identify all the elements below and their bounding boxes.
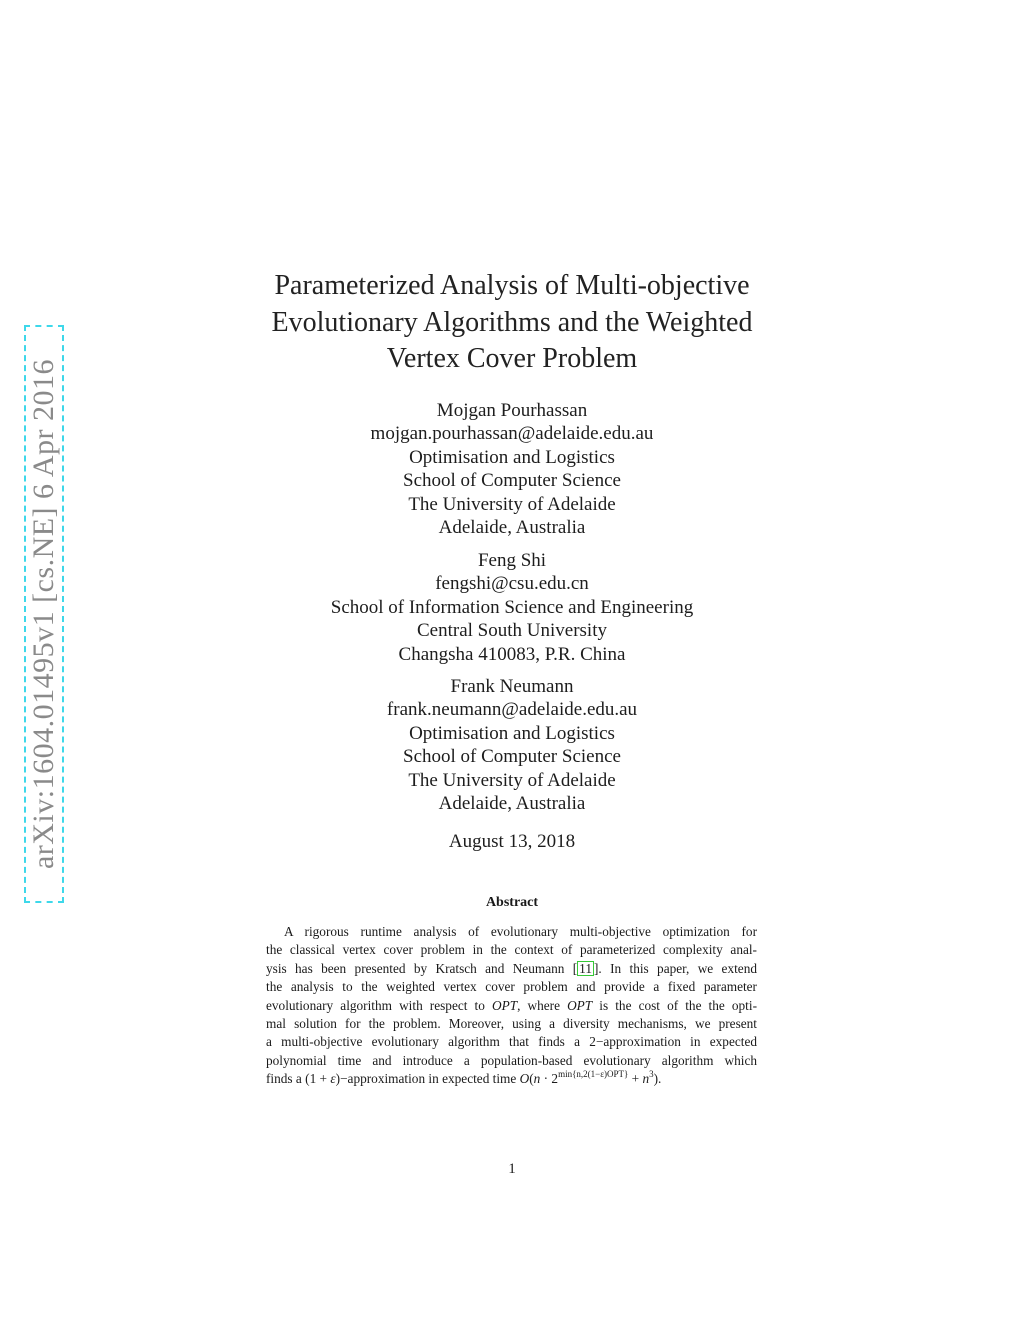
page-number: 1	[508, 1161, 516, 1177]
title-line: Evolutionary Algorithms and the Weighted	[271, 306, 753, 338]
abstract-line	[266, 997, 757, 1015]
citation-link[interactable]: 11	[579, 960, 592, 976]
abstract-text: is the cost of the the opti-	[592, 997, 757, 1013]
author-affiliation: Central South University	[417, 620, 607, 642]
math-n: n	[642, 1071, 650, 1087]
math-epsilon: ε	[330, 1071, 336, 1087]
abstract-line: the classical vertex cover problem in the context of parameterized complexity anal-	[266, 942, 757, 958]
abstract-line: polynomial time and introduce a population-based evolutionary algorithm which	[266, 1052, 757, 1068]
author-name: Feng Shi	[477, 550, 547, 571]
author-affiliation: Adelaide, Australia	[438, 517, 586, 539]
abstract-line: mal solution for the problem. Moreover, using a diversity mechanisms, we present	[266, 1015, 757, 1031]
author-affiliation: School of Computer Science	[403, 746, 621, 768]
author-block	[230, 549, 794, 666]
author-email[interactable]: fengshi@csu.edu.cn	[435, 573, 589, 595]
author-affiliation: Adelaide, Australia	[438, 793, 586, 815]
abstract-text: ]. In this paper, we extend	[593, 960, 757, 976]
author-email[interactable]: frank.neumann@adelaide.edu.au	[386, 699, 638, 721]
author-email[interactable]: mojgan.pourhassan@adelaide.edu.au	[370, 423, 654, 445]
author-block	[230, 399, 794, 539]
title-line: Parameterized Analysis of Multi-objective	[274, 270, 750, 301]
paper-title	[230, 268, 794, 378]
math-opt: OPT	[567, 997, 593, 1013]
math-big-o: O	[519, 1071, 530, 1087]
paper-date: August 13, 2018	[448, 831, 576, 852]
math-text: · 2	[540, 1071, 559, 1087]
arxiv-stamp[interactable]	[24, 325, 64, 903]
abstract-text: )−approximation in expected time	[335, 1071, 520, 1087]
author-affiliation: The University of Adelaide	[408, 493, 616, 515]
math-text: +	[628, 1071, 643, 1087]
author-affiliation: Optimisation and Logistics	[409, 446, 615, 468]
author-affiliation: The University of Adelaide	[408, 769, 616, 791]
arxiv-identifier: arXiv:1604.01495v1 [cs.NE] 6 Apr 2016	[27, 358, 60, 870]
abstract-text: evolutionary algorithm with respect to	[266, 997, 492, 1013]
abstract-line: A rigorous runtime analysis of evolutionary multi-objective optimization for	[284, 924, 757, 939]
author-name: Frank Neumann	[450, 676, 574, 697]
abstract-body	[266, 923, 757, 1089]
abstract-line: a multi-objective evolutionary algorithm that finds a 2−approximation in expected	[266, 1034, 757, 1050]
math-exponent: 3	[649, 1069, 654, 1080]
abstract-text: ysis has been presented by Kratsch and Neumann [	[266, 960, 578, 976]
abstract-line: the analysis to the weighted vertex cover problem and provide a fixed parameter	[266, 979, 757, 995]
author-name: Mojgan Pourhassan	[436, 400, 588, 421]
author-affiliation: Changsha 410083, P.R. China	[398, 643, 626, 665]
math-opt: OPT	[491, 997, 518, 1013]
math-exponent: min{n,2(1−ε)OPT}	[558, 1069, 629, 1080]
author-affiliation: School of Computer Science	[403, 470, 621, 492]
math-paren: (	[529, 1071, 534, 1087]
author-block	[230, 675, 794, 815]
math-n: n	[533, 1071, 541, 1087]
abstract-text: finds a (1 +	[266, 1071, 331, 1087]
abstract-line	[266, 1070, 757, 1088]
abstract-heading: Abstract	[485, 895, 539, 910]
abstract-text: , where	[517, 997, 568, 1013]
title-line: Vertex Cover Problem	[386, 343, 638, 374]
abstract-line	[266, 960, 757, 978]
author-affiliation: Optimisation and Logistics	[409, 722, 615, 744]
math-text: ).	[653, 1071, 662, 1087]
author-affiliation: School of Information Science and Engineering	[330, 596, 694, 618]
